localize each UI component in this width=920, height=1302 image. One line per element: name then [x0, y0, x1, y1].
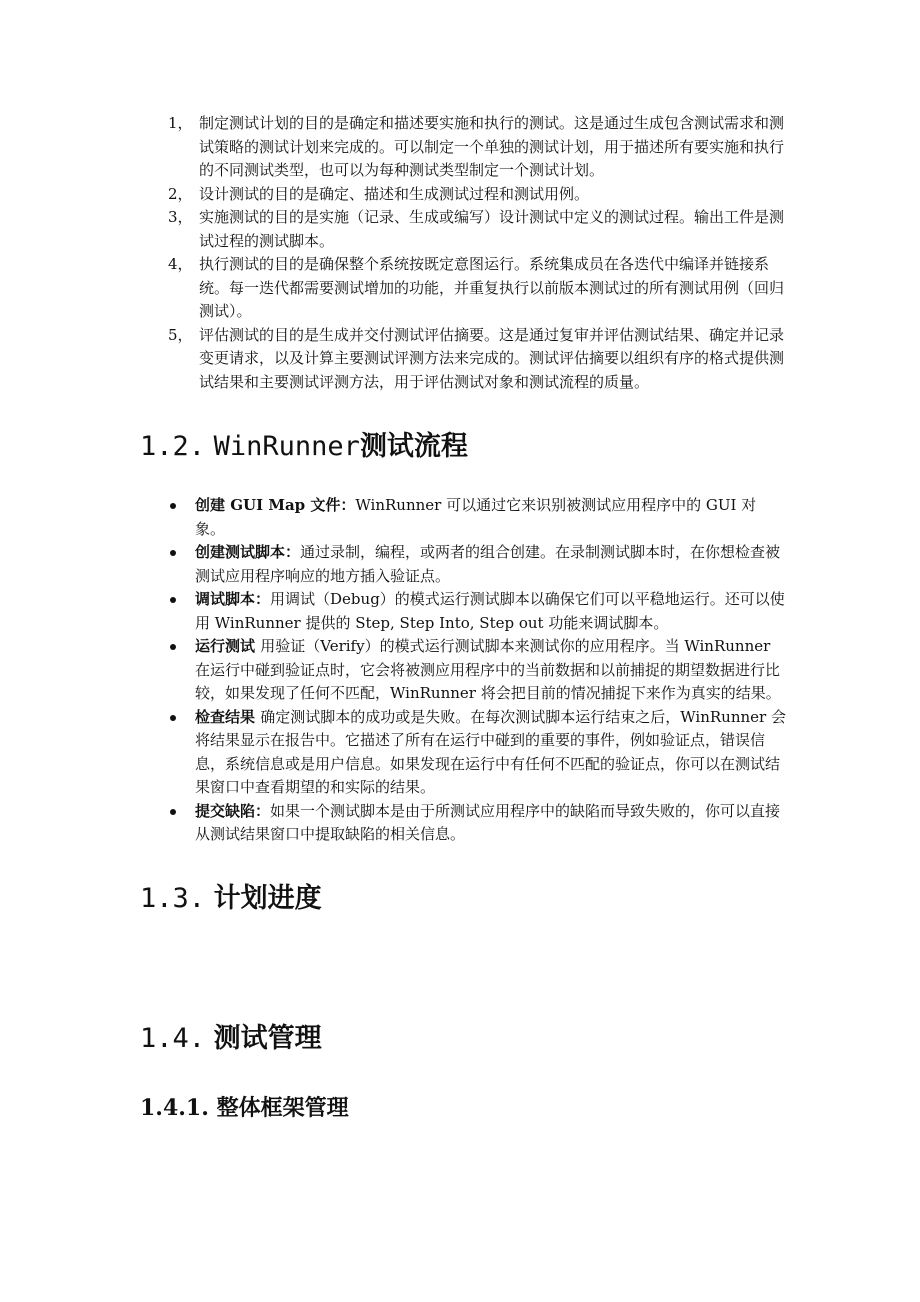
list-item: [168, 706, 786, 800]
list-item: [168, 183, 788, 207]
list-item: [168, 494, 786, 541]
bullet-label: 运行测试: [195, 637, 256, 655]
heading-cjk-text: 整体框架管理: [216, 1095, 349, 1121]
list-item-number: 3，: [168, 208, 193, 226]
heading-cjk-text: 测试管理: [213, 1023, 322, 1054]
heading-latin-text: WinRunner: [213, 431, 360, 462]
list-item-number: 1，: [168, 114, 193, 132]
heading-number: 1.4.1.: [140, 1095, 209, 1121]
bullet-icon: [170, 503, 176, 509]
bullet-icon: [170, 809, 176, 815]
list-item: [168, 324, 788, 395]
list-item: [168, 206, 788, 253]
bullet-label: 创建 GUI Map 文件: [195, 496, 341, 514]
heading-number: 1.4.: [140, 1023, 206, 1054]
bullet-label: 提交缺陷: [195, 801, 256, 820]
winrunner-steps-list: [168, 494, 786, 847]
bullet-icon: [170, 715, 176, 721]
list-item-text: 执行测试的目的是确保整个系统按既定意图运行。系统集成员在各迭代中编译并链接系统。每一迭代都需要测试增加的功能，并重复执行以前版本测试过的所有测试用例（回归测试）。: [199, 255, 785, 320]
bullet-label: 检查结果: [195, 707, 256, 726]
bullet-separator: ：: [285, 543, 301, 561]
bullet-separator: ：: [255, 801, 271, 820]
list-item-number: 5，: [168, 325, 193, 344]
heading-test-management: [140, 1022, 322, 1056]
list-item-text: 实施测试的目的是实施（记录、生成或编写）设计测试中定义的测试过程。输出工件是测试过程的测试脚本。: [199, 208, 785, 250]
heading-winrunner-process: [140, 430, 468, 464]
bullet-icon: [170, 550, 176, 556]
bullet-text: WinRunner 可以通过它来识别被测试应用程序中的 GUI 对象。: [195, 496, 757, 538]
bullet-text: 用验证（Verify）的模式运行测试脚本来测试你的应用程序。当 WinRunner 在运行中碰到验证点时，它会将被测应用程序中的当前数据和以前捕捉的期望数据进行比较，如果发现了任何不匹配，WinRunner 将会把目前的情况捕捉下来作为真实的结果。: [195, 637, 781, 702]
list-item-text: 评估测试的目的是生成并交付测试评估摘要。这是通过复审并评估测试结果、确定并记录变更请求，以及计算主要测试评测方法来完成的。测试评估摘要以组织有序的格式提供测试结果和主要测试评测方法，用于评估测试对象和测试流程的质量。: [199, 325, 785, 391]
heading-number: 1.2.: [140, 431, 206, 462]
list-item: [168, 635, 786, 706]
list-item-number: 4，: [168, 255, 193, 273]
bullet-text: 如果一个测试脚本是由于所测试应用程序中的缺陷而导致失败的，你可以直接从测试结果窗口中提取缺陷的相关信息。: [195, 801, 781, 843]
bullet-text: 用调试（Debug）的模式运行测试脚本以确保它们可以平稳地运行。还可以使用 WinRunner 提供的 Step, Step Into, Step out 功能来调试脚本。: [195, 590, 785, 632]
list-item: [168, 112, 788, 183]
heading-number: 1.3.: [140, 883, 206, 914]
bullet-icon: [170, 644, 176, 650]
list-item-text: 制定测试计划的目的是确定和描述要实施和执行的测试。这是通过生成包含测试需求和测试策略的测试计划来完成的。可以制定一个单独的测试计划，用于描述所有要实施和执行的不同测试类型，也可以为每种测试类型制定一个测试计划。: [199, 114, 785, 179]
list-item: [168, 588, 786, 635]
heading-cjk-text: 计划进度: [213, 883, 322, 914]
bullet-text: 通过录制，编程，或两者的组合创建。在录制测试脚本时，在你想检查被测试应用程序响应的地方插入验证点。: [195, 543, 781, 585]
heading-framework-management: [140, 1094, 349, 1122]
bullet-text: 确定测试脚本的成功或是失败。在每次测试脚本运行结束之后，WinRunner 会将结果显示在报告中。它描述了所有在运行中碰到的重要的事件，例如验证点，错误信息，系统信息或是用户信息。如果发现在运行中有任何不匹配的验证点，你可以在测试结果窗口中查看期望的和实际的结果。: [195, 707, 786, 796]
bullet-separator: ：: [255, 590, 271, 608]
purpose-numbered-list: [168, 112, 788, 394]
bullet-icon: [170, 597, 176, 603]
heading-plan-schedule: [140, 882, 322, 916]
list-item: [168, 253, 788, 324]
bullet-label: 调试脚本: [195, 590, 256, 608]
list-item-text: 设计测试的目的是确定、描述和生成测试过程和测试用例。: [199, 184, 590, 203]
bullet-separator: ：: [340, 496, 356, 514]
list-item: [168, 800, 786, 847]
list-item-number: 2，: [168, 184, 193, 203]
list-item: [168, 541, 786, 588]
heading-cjk-text: 测试流程: [359, 431, 468, 462]
bullet-label: 创建测试脚本: [195, 543, 286, 561]
